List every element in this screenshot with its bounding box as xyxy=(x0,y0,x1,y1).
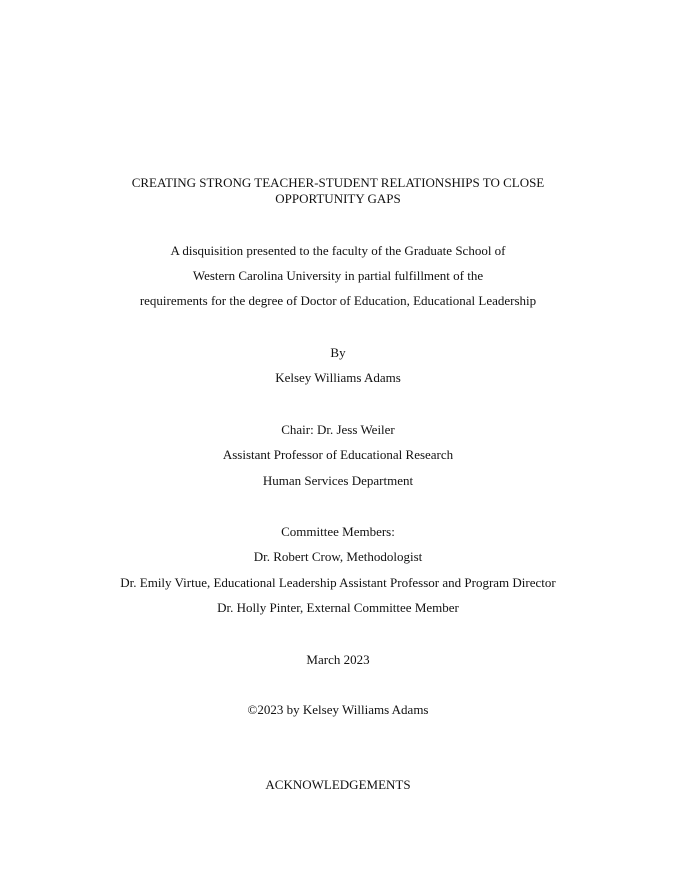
committee-member-3: Dr. Holly Pinter, External Committee Member xyxy=(217,600,459,615)
title-line-2: OPPORTUNITY GAPS xyxy=(275,191,401,206)
committee-member-1: Dr. Robert Crow, Methodologist xyxy=(253,549,423,564)
statement-line-2: Western Carolina University in partial fulfillment of the xyxy=(192,268,484,283)
acknowledgements-heading: ACKNOWLEDGEMENTS xyxy=(265,777,411,792)
submission-date: March 2023 xyxy=(306,652,370,667)
statement-line-3: requirements for the degree of Doctor of Education, Educational Leadership xyxy=(139,293,537,308)
copyright-line: ©2023 by Kelsey Williams Adams xyxy=(247,702,429,717)
by-label: By xyxy=(330,345,346,360)
title-line-1: CREATING STRONG TEACHER-STUDENT RELATIONSHIPS TO CLOSE xyxy=(131,175,545,190)
committee-heading: Committee Members: xyxy=(281,524,395,539)
author-name: Kelsey Williams Adams xyxy=(275,370,401,385)
committee-member-2: Dr. Emily Virtue, Educational Leadership Assistant Professor and Program Director xyxy=(120,575,556,590)
chair-title: Assistant Professor of Educational Research xyxy=(222,447,454,462)
chair-name: Chair: Dr. Jess Weiler xyxy=(281,422,395,437)
chair-department: Human Services Department xyxy=(262,473,414,488)
statement-line-1: A disquisition presented to the faculty of the Graduate School of xyxy=(170,243,506,258)
